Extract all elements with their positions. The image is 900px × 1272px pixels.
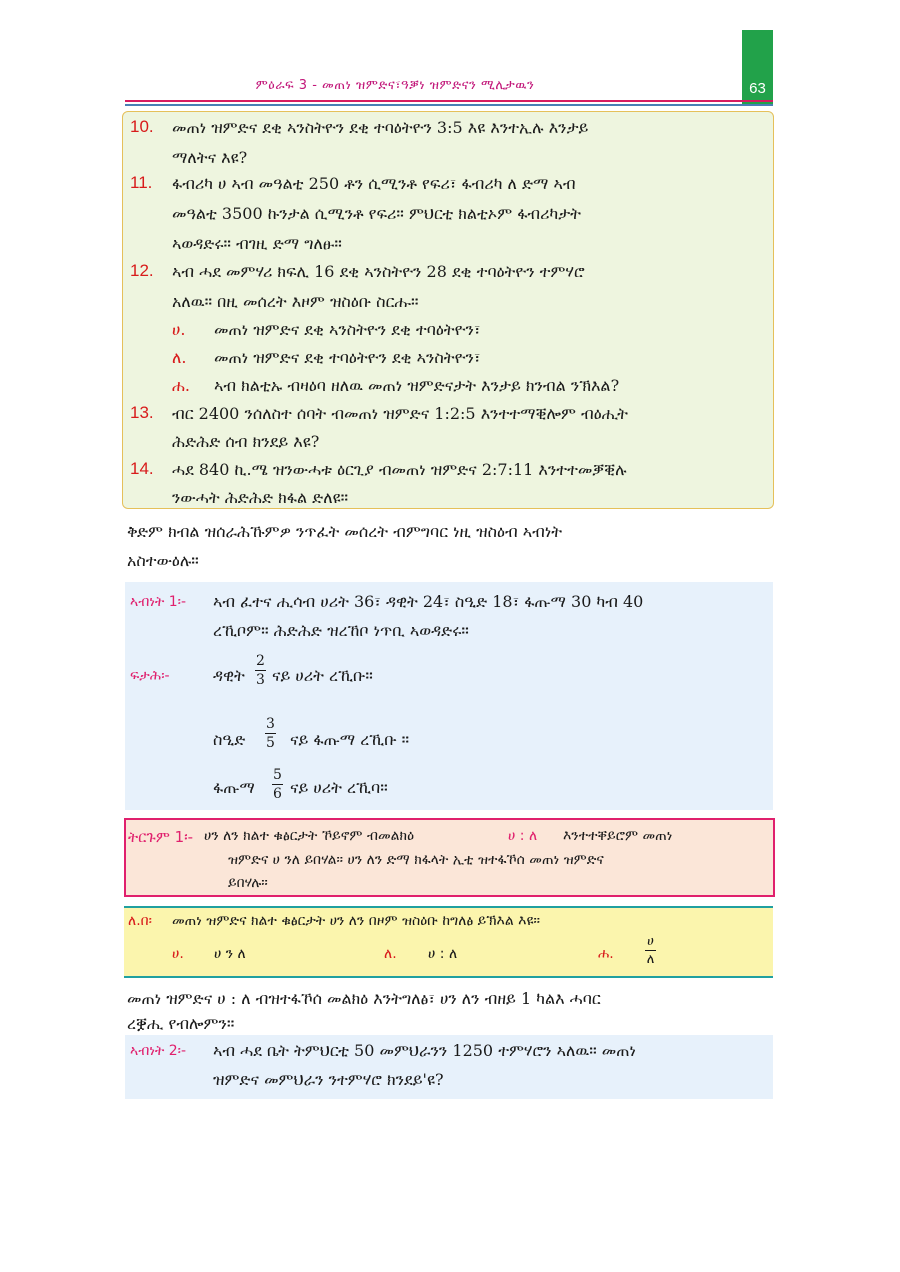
definition-text: ይበሃሉ።: [228, 875, 268, 891]
question-number: 13.: [130, 403, 154, 422]
sub-item-text: መጠነ ዝምድና ደቂ ኣንስትዮን ደቂ ተባዕትዮን፣: [214, 320, 481, 339]
header-rule-blue: [125, 104, 773, 106]
fraction-bar: [265, 733, 276, 734]
option-value: ሀ : ለ: [428, 946, 458, 962]
fraction: [265, 717, 276, 750]
question-text: ሓደ 840 ኪ.ሜ ዝንውሓቱ ዕርጊያ ብመጠነ ዝምድና 2:7:11 እንተተመቓቒሉ: [172, 460, 627, 479]
question-text: መጠነ ዝምድና ደቂ ኣንስትዮን ደቂ ተባዕትዮን 3:5 እዩ እንተኢሉ እንታይ: [172, 118, 589, 137]
question-number: 14.: [130, 459, 154, 478]
paragraph-text: መጠነ ዝምድና ሀ : ለ ብዝተፋኾሰ መልክዕ እንትግለፅ፣ ሀን ለን ብዘይ 1 ካልእ ሓባር: [127, 989, 601, 1008]
fraction-numerator: 5: [273, 767, 282, 783]
sub-item-text: ኣብ ክልቲኡ ብዛዕባ ዘለዉ መጠነ ዝምድናታት እንታይ ክንብል ንኽእል?: [214, 376, 620, 395]
note-label: ለ.በ፡: [128, 913, 152, 929]
option-label: ሀ.: [172, 946, 184, 962]
question-number: 10.: [130, 117, 154, 136]
definition-label: ትርጉም 1፡-: [128, 828, 194, 846]
question-text: ንውሓት ሕድሕድ ክፋል ድለዩ።: [172, 488, 349, 507]
fraction-denominator: 6: [273, 786, 282, 802]
solution-text: ናይ ሀሪት ረኺቡ።: [272, 666, 373, 685]
paragraph-text: ረቛሒ የብሎምን።: [127, 1014, 235, 1033]
fraction-numerator: 3: [266, 716, 275, 732]
question-text: ኣብ ሓደ መምሃሪ ክፍሊ 16 ደቂ ኣንስትዮን 28 ደቂ ተባዕትዮን ተምሃሮ: [172, 262, 585, 281]
definition-text: እንተተቐይሮም መጠነ: [563, 828, 673, 844]
fraction: [255, 654, 266, 687]
definition-text: ዝምድና ሀ ንለ ይበሃል። ሀን ለን ድማ ክፋላት ኢቲ ዝተፋኾሰ መጠነ ዝምድና: [228, 852, 604, 868]
question-text: ማለትና እዩ?: [172, 148, 248, 167]
example-label: ኣብነት 1፡-: [130, 594, 187, 610]
question-number: 12.: [130, 261, 154, 280]
fraction-denominator: 5: [266, 735, 275, 751]
example-text: ረኺቦም። ሕድሕድ ዝረኸቦ ነጥቢ ኣወዳድሩ።: [213, 621, 469, 640]
sub-item-label: ሀ.: [172, 320, 186, 339]
option-label: ለ.: [384, 946, 397, 962]
question-text: ብር 2400 ንሰለስተ ሰባት ብመጠነ ዝምድና 1:2:5 እንተተማቒሎም ብዕሒት: [172, 404, 628, 423]
question-text: አለዉ። በዚ መሰረት እዞም ዝስዕቡ ስርሑ።: [172, 292, 419, 311]
question-text: ፋብሪካ ሀ ኣብ መዓልቲ 250 ቶን ሲሚንቶ የፍሪ፣ ፋብሪካ ለ ድማ ኣብ: [172, 174, 576, 193]
option-label: ሐ.: [598, 946, 614, 962]
example-text: ኣብ ፈተና ሒሳብ ሀሪት 36፣ ዳዊት 24፣ ስዒድ 18፣ ፋጡማ 30 ካብ 40: [213, 592, 644, 611]
fraction: [645, 935, 656, 966]
solution-label: ፍታሕ፡-: [130, 668, 170, 684]
header-rule-pink: [125, 100, 773, 102]
example-box: [125, 582, 773, 810]
note-text: መጠነ ዝምድና ክልተ ቁፅርታት ሀን ለን በዞም ዝስዕቡ ከግለፅ ይኽእል እዩ።: [172, 913, 540, 929]
solution-text: ፋጡማ: [213, 778, 255, 797]
fraction-numerator: 2: [256, 653, 265, 669]
solution-text: ናይ ፋጡማ ረኺቡ ።: [290, 730, 410, 749]
question-text: መዓልቲ 3500 ኩንታል ሲሚንቶ የፍሪ። ምህርቲ ክልቲኦም ፋብሪካታት: [172, 204, 581, 223]
fraction-bar: [645, 950, 656, 951]
solution-text: ናይ ሀሪት ረኺባ።: [290, 778, 388, 797]
fraction: [272, 768, 283, 801]
example-text: ዝምድና መምህራን ንተምሃሮ ክንደይ'ዩ?: [213, 1070, 444, 1089]
question-number: 11.: [130, 173, 153, 192]
solution-text: ዳዊት: [213, 666, 245, 685]
sub-item-text: መጠነ ዝምድና ደቂ ተባዕትዮን ደቂ ኣንስትዮን፣: [214, 348, 481, 367]
fraction-denominator: 3: [256, 672, 265, 688]
example-text: ኣብ ሓደ ቤት ትምህርቲ 50 መምህራንን 1250 ተምሃሮን ኣለዉ። መጠነ: [213, 1041, 636, 1060]
intro-text: አስተውዕሉ።: [127, 551, 199, 570]
chapter-title: ምዕራፍ 3 - መጠነ ዝምድና፣ዓቓነ ዝምድናን ሚሊታዉን: [255, 78, 535, 93]
fraction-bar: [255, 670, 266, 671]
definition-text: ሀን ለን ክልተ ቁፅርታት ኾይኖም ብመልክዕ: [204, 828, 415, 844]
solution-text: ስዒድ: [213, 730, 246, 749]
ratio-notation: ሀ : ለ: [508, 828, 538, 844]
question-text: ሕድሕድ ሰብ ክንደይ እዩ?: [172, 432, 320, 451]
question-text: ኣወዳድሩ። ብገዚ ድማ ግለፁ።: [172, 234, 342, 253]
intro-text: ቅድም ክብል ዝሰራሕኹምዎ ንጥፈት መሰረት ብምግባር ነዚ ዝስዕብ ኣብነት: [127, 522, 562, 541]
fraction-denominator: ለ: [646, 952, 655, 967]
option-value: ሀ ን ለ: [214, 946, 246, 962]
page-number: 63: [749, 80, 766, 97]
sub-item-label: ሐ.: [172, 376, 190, 395]
example-label: ኣብነት 2፡-: [130, 1043, 187, 1059]
sub-item-label: ለ.: [172, 348, 187, 367]
fraction-bar: [272, 784, 283, 785]
fraction-numerator: ሀ: [647, 934, 654, 949]
